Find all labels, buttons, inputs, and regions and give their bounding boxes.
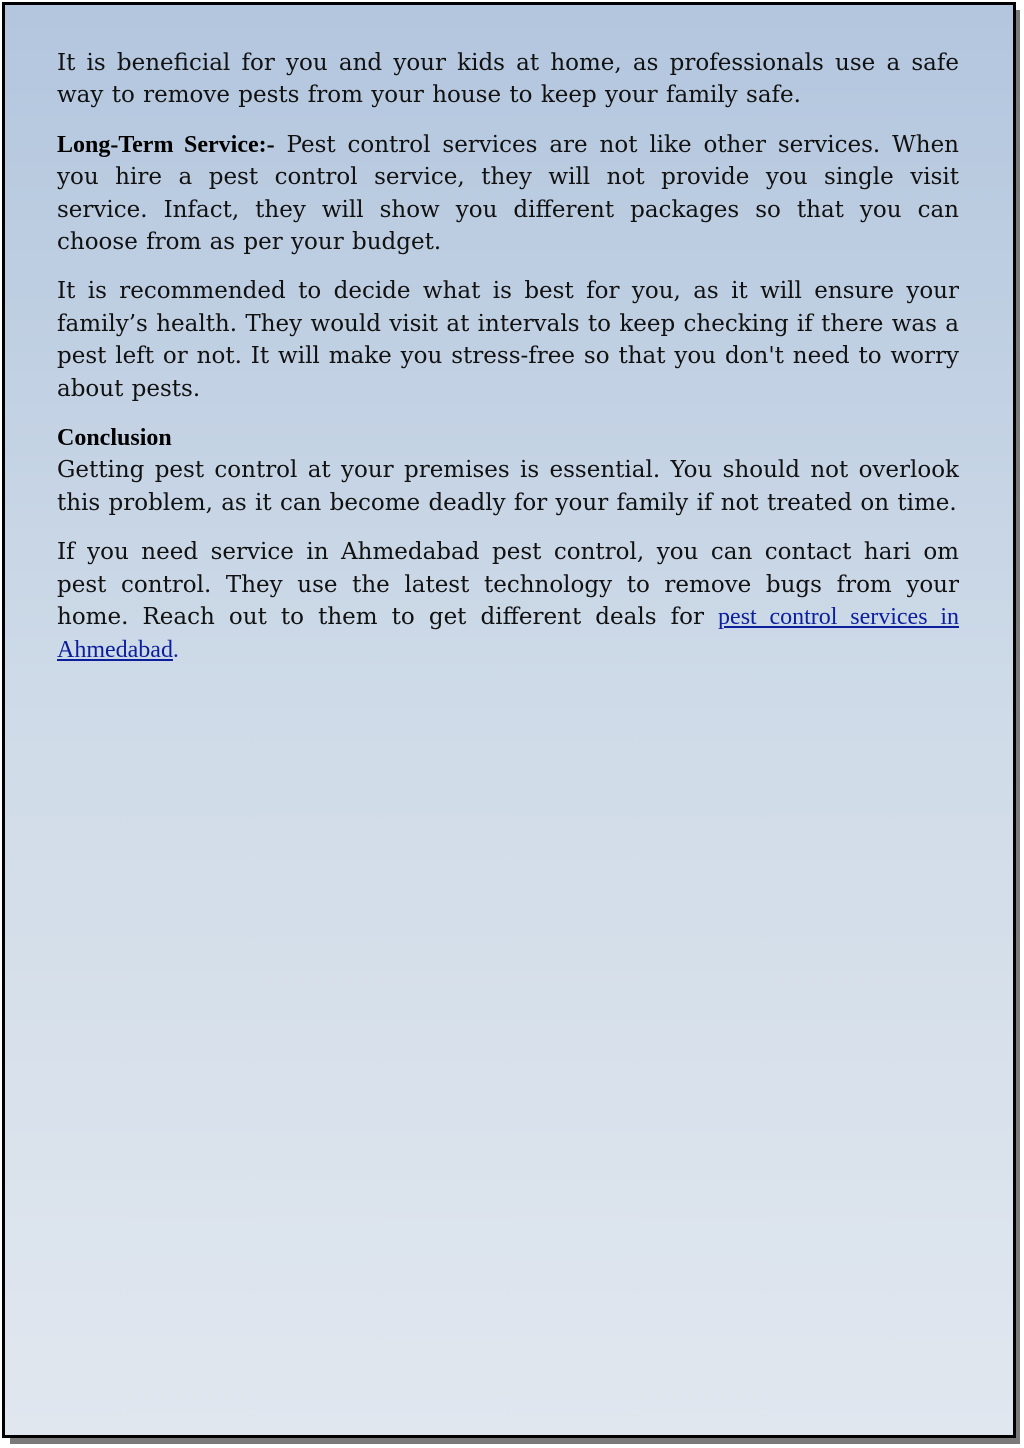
- long-term-service-text: Pest control services are not like other services. When you hire a pest control service, they will not provide you single visit service. Infact, they will show you different packages so that you can choose from as per your budget.: [57, 131, 959, 256]
- paragraph-recommendation: It is recommended to decide what is best for you, as it will ensure your family’s health. They would visit at intervals to keep checking if there was a pest left or not. It will make you stress-free so that you don't need to worry about pests.: [57, 278, 959, 402]
- conclusion-heading: Conclusion: [57, 425, 172, 452]
- long-term-service-heading: Long-Term Service:-: [57, 131, 275, 158]
- paragraph-long-term-service: [57, 129, 959, 259]
- contact-text: If you need service in Ahmedabad pest control, you can contact hari om pest control. They use the latest technology to remove bugs from your home. Reach out to them to get different deals for: [57, 539, 959, 631]
- contact-period: .: [172, 636, 179, 662]
- paragraph-contact: [57, 536, 959, 666]
- document-body: [57, 47, 959, 683]
- paragraph-conclusion: [57, 422, 959, 519]
- conclusion-text: Getting pest control at your premises is essential. You should not overlook this problem, as it can become deadly for your family if not treated on time.: [57, 457, 959, 516]
- paragraph-intro: It is beneficial for you and your kids at home, as professionals use a safe way to remove pests from your house to keep your family safe.: [57, 50, 959, 109]
- document-page: [2, 2, 1016, 1438]
- pest-control-services-link[interactable]: pest control services in Ahmedabad: [57, 604, 959, 663]
